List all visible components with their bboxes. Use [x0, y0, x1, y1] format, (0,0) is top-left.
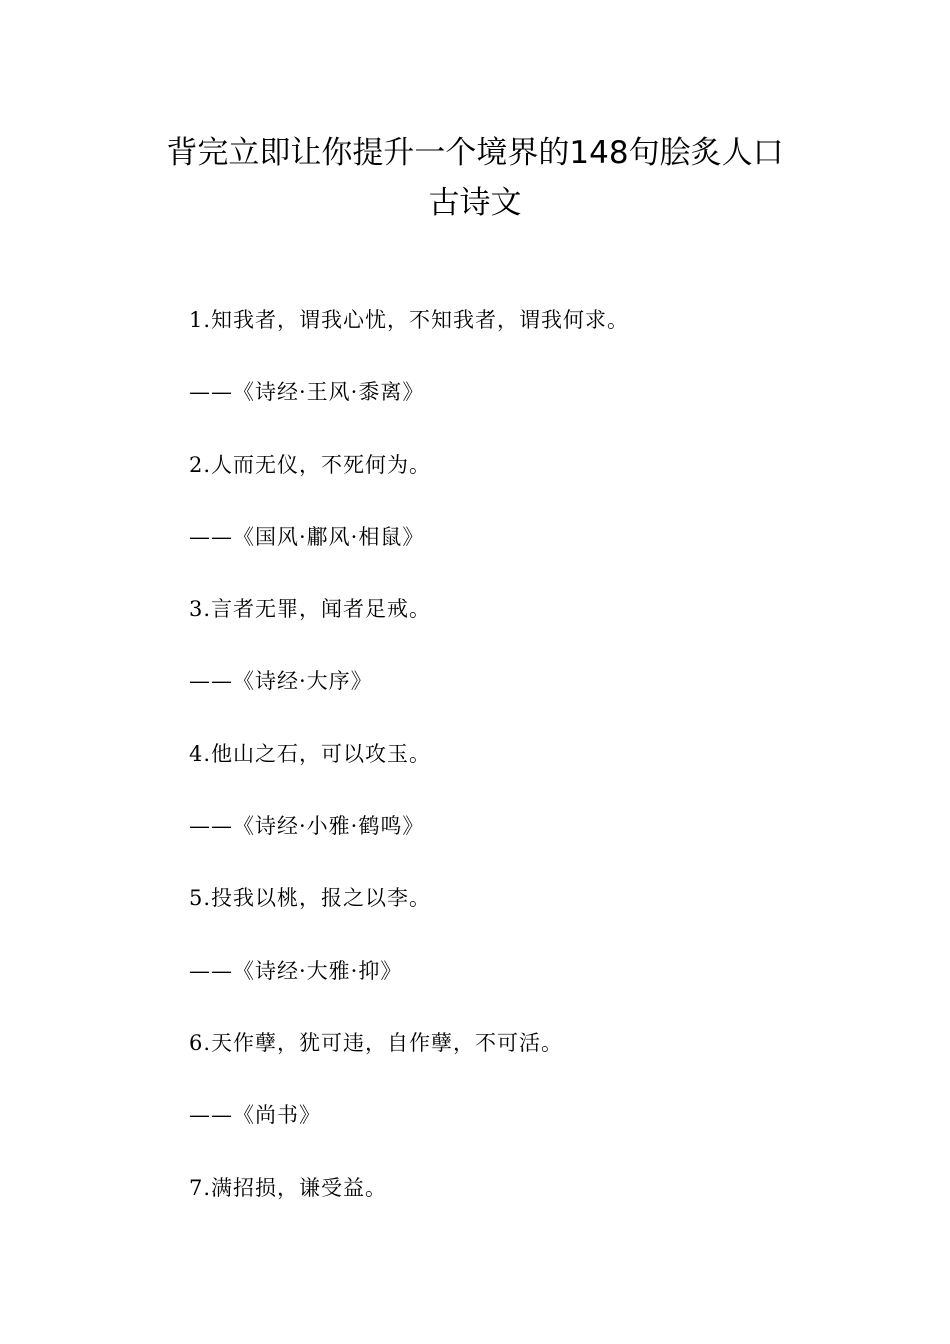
source-3: ——《诗经·大序》 [189, 669, 373, 694]
quote-4: 4.他山之石，可以攻玉。 [189, 741, 432, 766]
quote-2: 2.人而无仪，不死何为。 [189, 452, 432, 477]
title-line-1: 背完立即让你提升一个境界的148句脍炙人口 [166, 135, 784, 171]
quote-7: 7.满招损，谦受益。 [189, 1175, 388, 1200]
source-5: ——《诗经·大雅·抑》 [189, 958, 403, 983]
quote-list [189, 300, 829, 1240]
title-line-2: 古诗文 [428, 185, 522, 221]
quote-3: 3.言者无罪，闻者足戒。 [189, 597, 432, 622]
quote-5: 5.投我以桃，报之以李。 [189, 886, 432, 911]
document-title [100, 128, 850, 228]
quote-6: 6.天作孽，犹可违，自作孽，不可活。 [189, 1030, 564, 1055]
source-4: ——《诗经·小雅·鹤鸣》 [189, 814, 425, 839]
quote-1: 1.知我者，谓我心忧，不知我者，谓我何求。 [189, 308, 630, 332]
source-6: ——《尚书》 [189, 1103, 321, 1128]
source-1: ——《诗经·王风·黍离》 [189, 380, 425, 405]
source-2: ——《国风·鄘风·相鼠》 [189, 524, 425, 549]
